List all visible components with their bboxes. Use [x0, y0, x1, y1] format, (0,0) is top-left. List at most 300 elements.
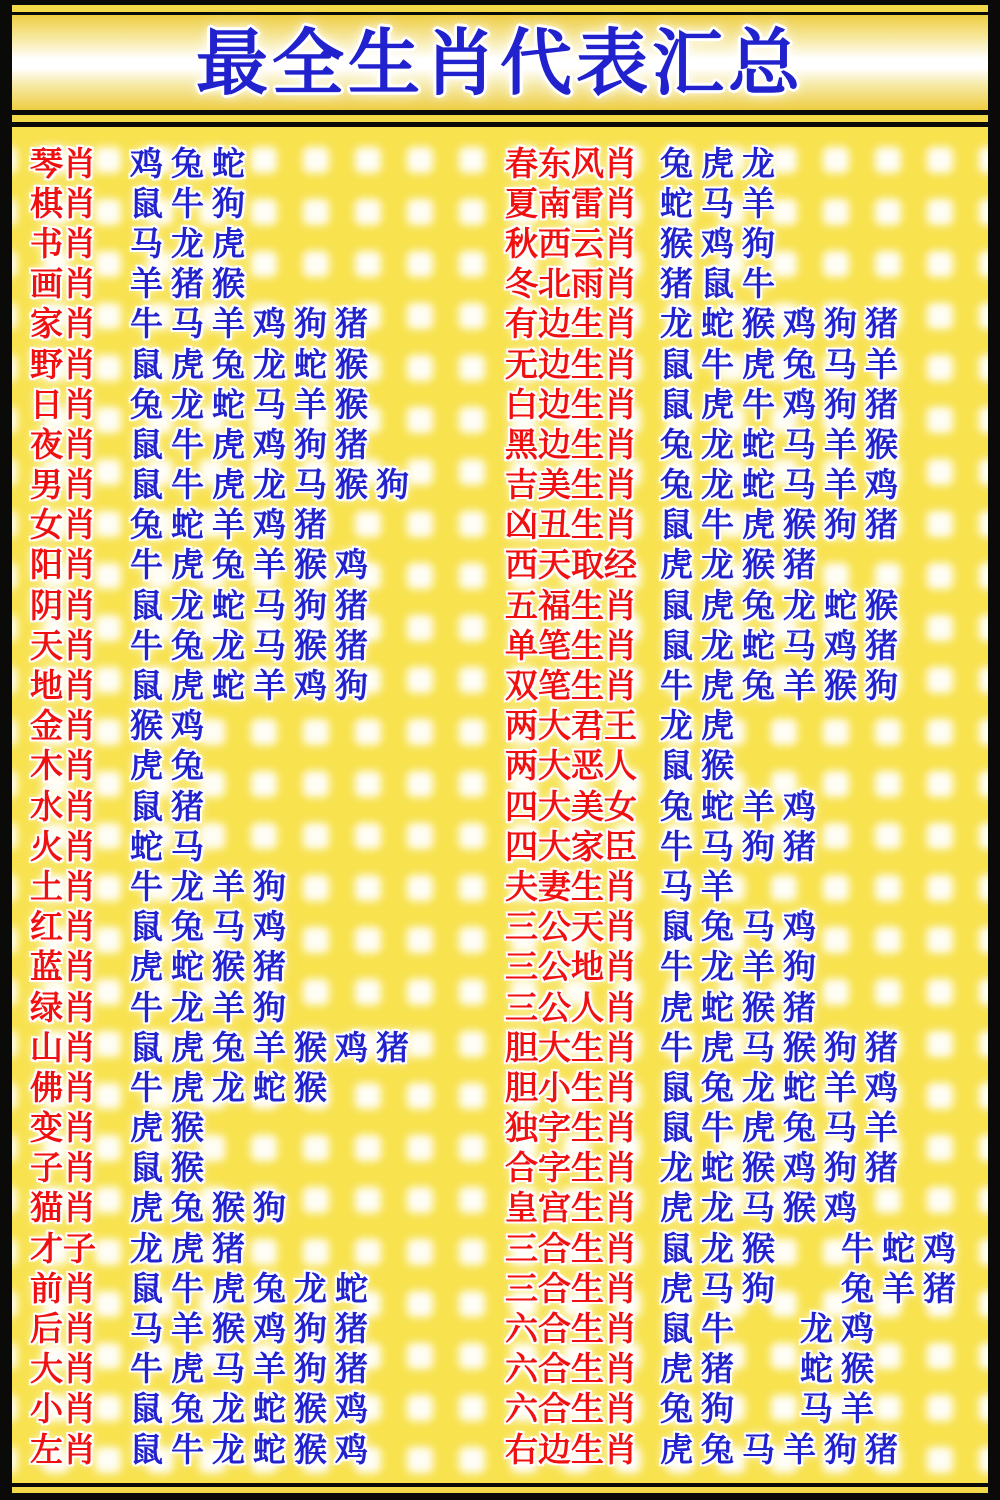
zodiac-cell-right	[505, 424, 988, 464]
zodiac-animal: 猪	[335, 424, 368, 464]
animal-group	[130, 1148, 212, 1188]
category-label: 六合生肖	[505, 1309, 637, 1349]
animal-group	[130, 143, 253, 183]
category-label: 皇宫生肖	[505, 1188, 637, 1228]
zodiac-animal: 牛	[171, 1429, 204, 1469]
zodiac-animal: 猪	[335, 1309, 368, 1349]
category-label: 春东风肖	[505, 143, 637, 183]
zodiac-cell-left	[30, 786, 505, 826]
category-label: 日肖	[30, 384, 96, 424]
zodiac-cell-left	[30, 987, 505, 1027]
zodiac-animal: 龙	[171, 866, 204, 906]
animal-list	[660, 223, 783, 263]
zodiac-animal: 马	[253, 625, 286, 665]
zodiac-animal: 龙	[701, 424, 734, 464]
animal-group	[130, 866, 294, 906]
zodiac-animal: 蛇	[130, 826, 163, 866]
zodiac-animal: 羊	[212, 866, 245, 906]
zodiac-animal: 鸡	[701, 223, 734, 263]
zodiac-cell-left	[30, 143, 505, 183]
category-label: 绿肖	[30, 987, 96, 1027]
zodiac-animal: 鼠	[130, 1268, 163, 1308]
zodiac-cell-right	[505, 907, 988, 947]
zodiac-animal: 马	[212, 907, 245, 947]
animal-group	[660, 947, 824, 987]
zodiac-animal: 羊	[212, 505, 245, 545]
zodiac-animal: 兔	[742, 666, 775, 706]
zodiac-animal: 羊	[294, 384, 327, 424]
zodiac-animal: 马	[701, 1268, 734, 1308]
zodiac-cell-right	[505, 465, 988, 505]
animal-list	[130, 344, 376, 384]
category-label: 两大君王	[505, 706, 637, 746]
animal-list	[130, 1148, 212, 1188]
zodiac-animal: 猴	[171, 1108, 204, 1148]
zodiac-cell-right	[505, 183, 988, 223]
zodiac-animal: 猴	[783, 1188, 816, 1228]
category-label: 五福生肖	[505, 585, 637, 625]
zodiac-animal: 蛇	[212, 384, 245, 424]
zodiac-animal: 虎	[660, 1349, 693, 1389]
zodiac-cell-right	[505, 786, 988, 826]
zodiac-cell-left	[30, 183, 505, 223]
zodiac-animal: 虎	[660, 545, 693, 585]
category-label: 秋西云肖	[505, 223, 637, 263]
animal-group	[130, 1268, 376, 1308]
animal-list	[660, 505, 906, 545]
animal-group	[660, 1228, 783, 1268]
zodiac-cell-right	[505, 1389, 988, 1429]
table-row	[30, 947, 988, 987]
zodiac-animal: 蛇	[701, 786, 734, 826]
zodiac-animal: 狗	[253, 1188, 286, 1228]
animal-group	[130, 1309, 376, 1349]
category-label: 夏南雷肖	[505, 183, 637, 223]
category-label: 才子	[30, 1228, 96, 1268]
animal-list	[660, 786, 824, 826]
zodiac-animal: 羊	[701, 866, 734, 906]
zodiac-animal: 鼠	[660, 1108, 693, 1148]
zodiac-animal: 猪	[335, 1349, 368, 1389]
zodiac-animal: 狗	[824, 1429, 857, 1469]
zodiac-animal: 龙	[212, 1389, 245, 1429]
table-row	[30, 545, 988, 585]
animal-group	[800, 1349, 882, 1389]
table-row	[30, 706, 988, 746]
zodiac-animal: 猴	[865, 585, 898, 625]
zodiac-cell-right	[505, 666, 988, 706]
zodiac-animal: 羊	[130, 264, 163, 304]
category-label: 地肖	[30, 666, 96, 706]
zodiac-animal: 虎	[130, 1188, 163, 1228]
zodiac-animal: 牛	[841, 1228, 874, 1268]
zodiac-animal: 龙	[171, 384, 204, 424]
zodiac-animal: 猴	[742, 1228, 775, 1268]
category-label: 独字生肖	[505, 1108, 637, 1148]
animal-list	[130, 424, 376, 464]
animal-group	[660, 264, 783, 304]
zodiac-animal: 牛	[660, 826, 693, 866]
zodiac-animal: 虎	[212, 424, 245, 464]
zodiac-animal: 猪	[294, 505, 327, 545]
table-row	[30, 465, 988, 505]
zodiac-animal: 马	[130, 1309, 163, 1349]
animal-group	[660, 424, 906, 464]
animal-list	[130, 706, 212, 746]
zodiac-animal: 鼠	[130, 907, 163, 947]
animal-list	[660, 1108, 906, 1148]
category-label: 火肖	[30, 826, 96, 866]
zodiac-animal: 鸡	[253, 424, 286, 464]
zodiac-cell-left	[30, 947, 505, 987]
zodiac-animal: 虎	[742, 1108, 775, 1148]
zodiac-animal: 鼠	[130, 465, 163, 505]
zodiac-animal: 龙	[660, 706, 693, 746]
zodiac-animal: 马	[212, 1349, 245, 1389]
zodiac-animal: 兔	[701, 907, 734, 947]
zodiac-animal: 狗	[294, 304, 327, 344]
category-label: 无边生肖	[505, 344, 637, 384]
zodiac-animal: 龙	[701, 1188, 734, 1228]
zodiac-animal: 蛇	[171, 947, 204, 987]
animal-group	[660, 223, 783, 263]
animal-list	[660, 465, 906, 505]
animal-group	[130, 1349, 376, 1389]
animal-list	[660, 424, 906, 464]
zodiac-cell-left	[30, 625, 505, 665]
zodiac-animal: 马	[701, 183, 734, 223]
zodiac-animal: 牛	[130, 987, 163, 1027]
animal-list	[660, 304, 906, 344]
animal-group	[660, 1389, 742, 1429]
zodiac-animal: 狗	[294, 1349, 327, 1389]
zodiac-animal: 羊	[742, 183, 775, 223]
zodiac-animal: 蛇	[742, 465, 775, 505]
zodiac-animal: 虎	[660, 1268, 693, 1308]
zodiac-animal: 龙	[171, 223, 204, 263]
zodiac-animal: 猴	[335, 465, 368, 505]
zodiac-animal: 羊	[253, 1027, 286, 1067]
animal-list	[660, 384, 906, 424]
zodiac-animal: 鼠	[660, 1228, 693, 1268]
zodiac-animal: 鸡	[335, 1027, 368, 1067]
animal-group	[130, 826, 212, 866]
zodiac-animal: 蛇	[212, 585, 245, 625]
zodiac-animal: 蛇	[701, 987, 734, 1027]
zodiac-animal: 牛	[742, 264, 775, 304]
category-label: 夜肖	[30, 424, 96, 464]
zodiac-animal: 龙	[701, 947, 734, 987]
animal-group	[660, 1268, 783, 1308]
zodiac-animal: 鸡	[783, 304, 816, 344]
zodiac-animal: 马	[130, 223, 163, 263]
table-row	[30, 746, 988, 786]
table-row	[30, 1268, 988, 1308]
zodiac-cell-left	[30, 1349, 505, 1389]
zodiac-cell-right	[505, 1268, 988, 1308]
animal-group	[130, 545, 376, 585]
zodiac-animal: 鼠	[660, 384, 693, 424]
zodiac-animal: 虎	[701, 1027, 734, 1067]
animal-list	[130, 987, 294, 1027]
zodiac-animal: 猪	[335, 585, 368, 625]
table-row	[30, 143, 988, 183]
zodiac-animal: 蛇	[742, 424, 775, 464]
animal-list	[130, 1188, 294, 1228]
zodiac-animal: 牛	[171, 1268, 204, 1308]
table-row	[30, 1349, 988, 1389]
zodiac-animal: 鸡	[294, 666, 327, 706]
zodiac-animal: 羊	[742, 947, 775, 987]
animal-group	[130, 1188, 294, 1228]
zodiac-cell-left	[30, 1309, 505, 1349]
animal-list	[130, 1108, 212, 1148]
zodiac-animal: 鼠	[130, 1429, 163, 1469]
animal-group	[660, 585, 906, 625]
zodiac-animal: 猪	[865, 304, 898, 344]
animal-list	[660, 1027, 906, 1067]
category-label: 棋肖	[30, 183, 96, 223]
category-label: 西天取经	[505, 545, 637, 585]
category-label: 金肖	[30, 706, 96, 746]
zodiac-cell-left	[30, 585, 505, 625]
zodiac-animal: 蛇	[701, 304, 734, 344]
zodiac-animal: 鸡	[171, 706, 204, 746]
zodiac-animal: 兔	[660, 465, 693, 505]
animal-list	[660, 987, 824, 1027]
animal-list	[130, 1268, 376, 1308]
zodiac-animal: 龙	[253, 344, 286, 384]
zodiac-animal: 羊	[253, 545, 286, 585]
animal-list	[660, 143, 783, 183]
zodiac-animal: 龙	[660, 304, 693, 344]
zodiac-animal: 猪	[701, 1349, 734, 1389]
category-label: 男肖	[30, 465, 96, 505]
zodiac-cell-right	[505, 223, 988, 263]
category-label: 变肖	[30, 1108, 96, 1148]
zodiac-cell-left	[30, 1027, 505, 1067]
animal-group	[130, 585, 376, 625]
zodiac-animal: 鼠	[660, 344, 693, 384]
table-row	[30, 786, 988, 826]
zodiac-animal: 蛇	[882, 1228, 915, 1268]
zodiac-animal: 牛	[701, 344, 734, 384]
animal-list	[130, 866, 294, 906]
zodiac-animal: 猴	[294, 1389, 327, 1429]
category-label: 白边生肖	[505, 384, 637, 424]
category-label: 三公人肖	[505, 987, 637, 1027]
zodiac-animal: 鼠	[130, 344, 163, 384]
zodiac-animal: 猴	[335, 344, 368, 384]
animal-list	[660, 866, 742, 906]
zodiac-animal: 猴	[783, 505, 816, 545]
zodiac-animal: 马	[253, 384, 286, 424]
zodiac-animal: 鼠	[660, 625, 693, 665]
zodiac-animal: 狗	[742, 1268, 775, 1308]
zodiac-animal: 猪	[212, 1228, 245, 1268]
zodiac-cell-right	[505, 264, 988, 304]
zodiac-animal: 蛇	[824, 585, 857, 625]
animal-group	[660, 706, 742, 746]
zodiac-animal: 狗	[701, 1389, 734, 1429]
table-row	[30, 1389, 988, 1429]
table-row	[30, 505, 988, 545]
zodiac-animal: 狗	[824, 384, 857, 424]
zodiac-cell-left	[30, 866, 505, 906]
animal-group	[130, 384, 376, 424]
category-label: 红肖	[30, 907, 96, 947]
zodiac-animal: 羊	[783, 1429, 816, 1469]
zodiac-animal: 牛	[660, 666, 693, 706]
animal-group	[130, 1389, 376, 1429]
zodiac-animal: 鸡	[824, 625, 857, 665]
zodiac-animal: 马	[294, 465, 327, 505]
category-label: 画肖	[30, 264, 96, 304]
category-label: 水肖	[30, 786, 96, 826]
animal-list	[660, 666, 906, 706]
zodiac-cell-left	[30, 304, 505, 344]
animal-list	[130, 1389, 376, 1429]
zodiac-animal: 龙	[171, 987, 204, 1027]
zodiac-animal: 马	[701, 826, 734, 866]
zodiac-animal: 兔	[212, 344, 245, 384]
animal-list	[660, 1389, 882, 1429]
zodiac-cell-left	[30, 706, 505, 746]
table-row	[30, 826, 988, 866]
animal-group	[130, 907, 294, 947]
animal-list	[130, 505, 335, 545]
animal-list	[130, 264, 253, 304]
animal-group	[660, 1349, 742, 1389]
zodiac-cell-right	[505, 866, 988, 906]
zodiac-cell-left	[30, 1268, 505, 1308]
page-title: 最全生肖代表汇总	[195, 19, 804, 105]
animal-list	[130, 746, 212, 786]
zodiac-animal: 鸡	[841, 1309, 874, 1349]
zodiac-animal: 狗	[294, 424, 327, 464]
zodiac-cell-right	[505, 585, 988, 625]
zodiac-animal: 龙	[660, 1148, 693, 1188]
animal-list	[660, 1148, 906, 1188]
mid-gold-stripe	[12, 115, 988, 122]
table-row	[30, 1188, 988, 1228]
zodiac-animal: 鸡	[253, 505, 286, 545]
zodiac-animal: 鼠	[660, 1067, 693, 1107]
category-label: 天肖	[30, 625, 96, 665]
zodiac-animal: 猴	[783, 1027, 816, 1067]
zodiac-animal: 马	[800, 1389, 833, 1429]
zodiac-cell-right	[505, 987, 988, 1027]
zodiac-animal: 狗	[294, 1309, 327, 1349]
zodiac-animal: 牛	[660, 1027, 693, 1067]
zodiac-animal: 羊	[253, 1349, 286, 1389]
zodiac-animal: 鸡	[783, 1148, 816, 1188]
zodiac-animal: 羊	[742, 786, 775, 826]
zodiac-animal: 鼠	[130, 666, 163, 706]
animal-group	[660, 907, 824, 947]
zodiac-animal: 狗	[824, 1027, 857, 1067]
zodiac-cell-left	[30, 1228, 505, 1268]
zodiac-animal: 蛇	[253, 1067, 286, 1107]
animal-group	[130, 1108, 212, 1148]
zodiac-animal: 羊	[824, 1067, 857, 1107]
zodiac-cell-right	[505, 143, 988, 183]
zodiac-animal: 兔	[212, 545, 245, 585]
category-label: 三公天肖	[505, 907, 637, 947]
zodiac-animal: 虎	[130, 947, 163, 987]
category-label: 书肖	[30, 223, 96, 263]
zodiac-animal: 虎	[171, 1349, 204, 1389]
zodiac-animal: 鼠	[660, 585, 693, 625]
category-label: 合字生肖	[505, 1148, 637, 1188]
animal-list	[130, 1309, 376, 1349]
zodiac-animal: 虎	[171, 1067, 204, 1107]
animal-list	[130, 666, 376, 706]
animal-group	[800, 1389, 882, 1429]
zodiac-animal: 猴	[130, 706, 163, 746]
category-label: 山肖	[30, 1027, 96, 1067]
animal-group	[130, 344, 376, 384]
table-row	[30, 585, 988, 625]
zodiac-animal: 牛	[130, 545, 163, 585]
table-row	[30, 384, 988, 424]
animal-group	[130, 746, 212, 786]
animal-group	[130, 1228, 253, 1268]
zodiac-animal: 猴	[742, 987, 775, 1027]
animal-group	[130, 223, 253, 263]
zodiac-animal: 猴	[294, 1067, 327, 1107]
zodiac-animal: 鼠	[130, 1148, 163, 1188]
table-row	[30, 987, 988, 1027]
zodiac-animal: 狗	[253, 987, 286, 1027]
zodiac-animal: 鸡	[335, 545, 368, 585]
zodiac-animal: 鼠	[701, 264, 734, 304]
zodiac-animal: 马	[824, 1108, 857, 1148]
zodiac-animal: 猴	[742, 1148, 775, 1188]
animal-list	[660, 1067, 906, 1107]
zodiac-cell-right	[505, 1067, 988, 1107]
zodiac-animal: 猪	[783, 826, 816, 866]
animal-list	[660, 746, 742, 786]
zodiac-animal: 羊	[824, 424, 857, 464]
table-row	[30, 1148, 988, 1188]
category-label: 阴肖	[30, 585, 96, 625]
category-label: 三公地肖	[505, 947, 637, 987]
category-label: 蓝肖	[30, 947, 96, 987]
table-body	[12, 127, 988, 1483]
animal-list	[660, 1429, 906, 1469]
zodiac-animal: 鼠	[130, 1389, 163, 1429]
table-row	[30, 1429, 988, 1469]
zodiac-animal: 狗	[824, 304, 857, 344]
animal-group	[660, 1067, 906, 1107]
table-row	[30, 1067, 988, 1107]
zodiac-animal: 鸡	[335, 1389, 368, 1429]
zodiac-animal: 狗	[294, 585, 327, 625]
zodiac-animal: 虎	[701, 706, 734, 746]
top-gold-stripe	[12, 5, 988, 12]
category-label: 右边生肖	[505, 1429, 637, 1469]
category-label: 野肖	[30, 344, 96, 384]
zodiac-animal: 马	[742, 1188, 775, 1228]
zodiac-animal: 虎	[742, 344, 775, 384]
animal-group	[130, 706, 212, 746]
category-label: 三合生肖	[505, 1268, 637, 1308]
zodiac-animal: 猪	[865, 625, 898, 665]
zodiac-animal: 龙	[212, 1067, 245, 1107]
zodiac-cell-right	[505, 1188, 988, 1228]
animal-group	[660, 786, 824, 826]
